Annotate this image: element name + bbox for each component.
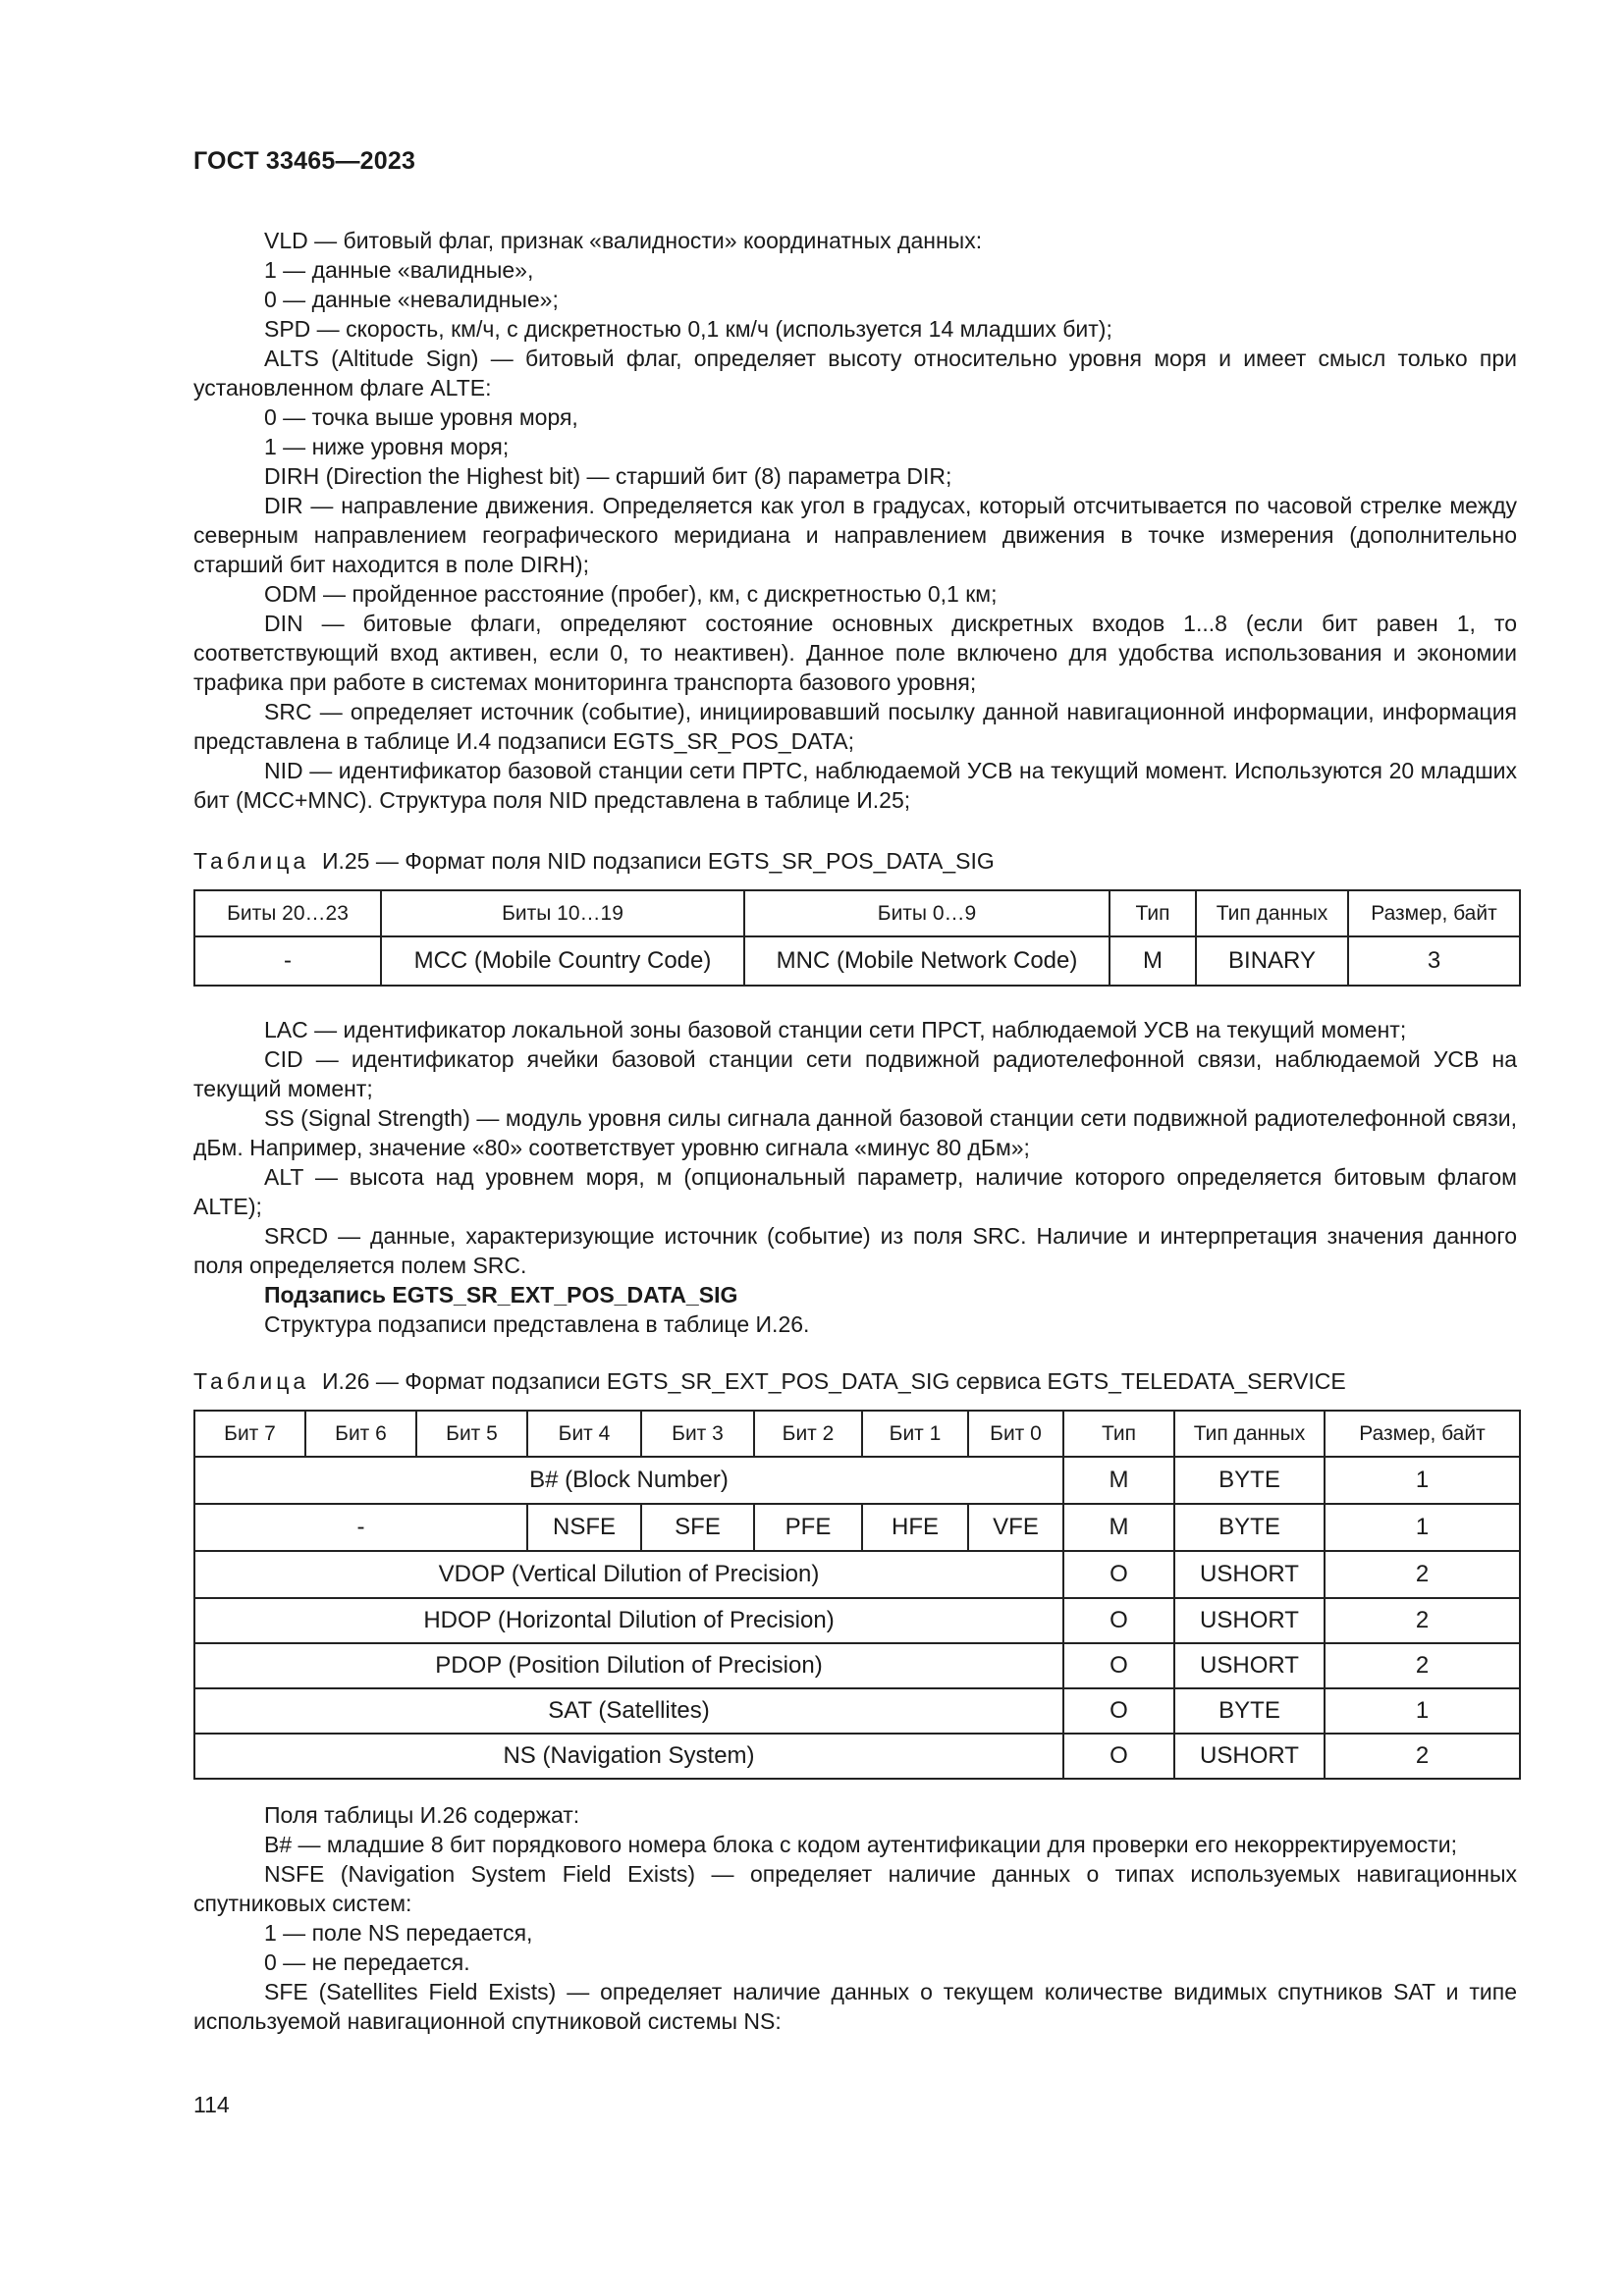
table-26 xyxy=(193,1410,1521,1780)
table-26-header-cell: Тип xyxy=(1063,1411,1174,1457)
table-26-header-cell: Бит 3 xyxy=(641,1411,754,1457)
paragraph: DIR — направление движения. Определяется как угол в градусах, который отсчитывается по часовой стрелке между северным направлением географического меридиана и направлением движения в точке измерения (дополнительно старший бит находится в поле DIRH); xyxy=(193,493,1517,577)
page-number: 114 xyxy=(193,2092,230,2117)
document-header: ГОСТ 33465—2023 xyxy=(193,147,416,175)
table-26-cell: - xyxy=(194,1504,527,1551)
table-26-cell: 2 xyxy=(1325,1643,1520,1688)
table-25-header-cell: Размер, байт xyxy=(1348,890,1520,936)
table-26-cell: O xyxy=(1063,1688,1174,1734)
table-26-cell: PFE xyxy=(754,1504,862,1551)
table-26-cell: VFE xyxy=(968,1504,1063,1551)
paragraph: ALTS (Altitude Sign) — битовый флаг, определяет высоту относительно уровня моря и имеет смысл только при установленном флаге ALTE: xyxy=(193,346,1517,400)
paragraph: DIN — битовые флаги, определяют состояние основных дискретных входов 1...8 (если бит равен 1, то соответствующий вход активен, если 0, то неактивен). Данное поле включено для удобства использования и экономии трафика при работе в системах мониторинга транспорта базового уровня; xyxy=(193,611,1517,695)
paragraph: 1 — поле NS передается, xyxy=(264,1920,533,1946)
table-26-header-cell: Размер, байт xyxy=(1325,1411,1520,1457)
paragraph: Подзапись EGTS_SR_EXT_POS_DATA_SIG xyxy=(264,1282,738,1308)
paragraph: 1 — данные «валидные», xyxy=(264,257,534,283)
paragraph: 0 — не передается. xyxy=(264,1949,470,1975)
paragraph: VLD — битовый флаг, признак «валидности» координатных данных: xyxy=(264,228,983,253)
paragraph: SRCD — данные, характеризующие источник (событие) из поля SRC. Наличие и интерпретация значения данного поля определяется полем SRC. xyxy=(193,1223,1517,1278)
table-25 xyxy=(193,889,1521,987)
table-26-cell: O xyxy=(1063,1734,1174,1779)
table-26-cell: NS (Navigation System) xyxy=(194,1734,1063,1779)
table-26-cell: NSFE xyxy=(527,1504,641,1551)
table-26-cell: PDOP (Position Dilution of Precision) xyxy=(194,1643,1063,1688)
table-25-cell: - xyxy=(194,936,381,986)
table-26-cell: 2 xyxy=(1325,1598,1520,1643)
table-25-header-cell: Тип xyxy=(1110,890,1196,936)
table-26-cell: HDOP (Horizontal Dilution of Precision) xyxy=(194,1598,1063,1643)
table-26-header-cell: Бит 0 xyxy=(968,1411,1063,1457)
section-definitions-3 xyxy=(193,1800,1517,2036)
table-26-header-cell: Бит 4 xyxy=(527,1411,641,1457)
table-26-cell: BYTE xyxy=(1174,1504,1325,1551)
table-26-cell: 2 xyxy=(1325,1734,1520,1779)
table-26-header-cell: Бит 7 xyxy=(194,1411,305,1457)
table-25-caption xyxy=(193,846,995,876)
table-26-cell: B# (Block Number) xyxy=(194,1457,1063,1504)
paragraph: NSFE (Navigation System Field Exists) — определяет наличие данных о типах используемых навигационных спутниковых систем: xyxy=(193,1861,1517,1916)
paragraph: ALT — высота над уровнем моря, м (опциональный параметр, наличие которого определяется битовым флагом ALTE); xyxy=(193,1164,1517,1219)
table-25-header-cell: Биты 10…19 xyxy=(381,890,744,936)
table-25-cell: M xyxy=(1110,936,1196,986)
table-26-cell: O xyxy=(1063,1598,1174,1643)
table-26-caption-prefix: Таблица xyxy=(193,1368,310,1394)
table-26-cell: HFE xyxy=(862,1504,968,1551)
table-26-cell: 1 xyxy=(1325,1504,1520,1551)
table-25-caption-prefix: Таблица xyxy=(193,848,310,874)
table-26-caption xyxy=(193,1366,1346,1396)
section-definitions-1 xyxy=(193,226,1517,815)
table-26-header-cell: Бит 1 xyxy=(862,1411,968,1457)
paragraph: SPD — скорость, км/ч, с дискретностью 0,1 км/ч (используется 14 младших бит); xyxy=(264,316,1112,342)
paragraph: SRC — определяет источник (событие), инициировавший посылку данной навигационной информации, информация представлена в таблице И.4 подзаписи EGTS_SR_POS_DATA; xyxy=(193,699,1517,754)
table-26-cell: M xyxy=(1063,1457,1174,1504)
table-26-cell: M xyxy=(1063,1504,1174,1551)
paragraph: ODM — пройденное расстояние (пробег), км, с дискретностью 0,1 км; xyxy=(264,581,998,607)
table-25-header-cell: Биты 20…23 xyxy=(194,890,381,936)
paragraph: SS (Signal Strength) — модуль уровня силы сигнала данной базовой станции сети подвижной радиотелефонной связи, дБм. Например, значение «80» соответствует уровню сигнала «минус 80 дБм»; xyxy=(193,1105,1517,1160)
table-26-cell: 1 xyxy=(1325,1688,1520,1734)
table-26-cell: SFE xyxy=(641,1504,754,1551)
paragraph: DIRH (Direction the Highest bit) — старший бит (8) параметра DIR; xyxy=(264,463,952,489)
table-26-cell: VDOP (Vertical Dilution of Precision) xyxy=(194,1551,1063,1598)
table-26-header-cell: Бит 5 xyxy=(416,1411,527,1457)
table-25-cell: 3 xyxy=(1348,936,1520,986)
table-26-cell: USHORT xyxy=(1174,1551,1325,1598)
table-26-cell: 2 xyxy=(1325,1551,1520,1598)
paragraph: 0 — точка выше уровня моря, xyxy=(264,404,578,430)
table-26-cell: USHORT xyxy=(1174,1734,1325,1779)
paragraph: 0 — данные «невалидные»; xyxy=(264,287,559,312)
table-25-header-cell: Биты 0…9 xyxy=(744,890,1110,936)
paragraph: SFE (Satellites Field Exists) — определяет наличие данных о текущем количестве видимых спутников SAT и типе используемой навигационной спутниковой системы NS: xyxy=(193,1979,1517,2034)
table-25-header-cell: Тип данных xyxy=(1196,890,1348,936)
table-26-cell: SAT (Satellites) xyxy=(194,1688,1063,1734)
table-26-header-cell: Тип данных xyxy=(1174,1411,1325,1457)
paragraph: LAC — идентификатор локальной зоны базовой станции сети ПРСТ, наблюдаемой УСВ на текущий момент; xyxy=(264,1017,1407,1042)
table-25-cell: BINARY xyxy=(1196,936,1348,986)
paragraph: NID — идентификатор базовой станции сети ПРТС, наблюдаемой УСВ на текущий момент. Используются 20 младших бит (MCC+MNC). Структура поля NID представлена в таблице И.25; xyxy=(193,758,1517,813)
table-26-cell: O xyxy=(1063,1643,1174,1688)
table-26-cell: USHORT xyxy=(1174,1643,1325,1688)
table-26-header-cell: Бит 2 xyxy=(754,1411,862,1457)
paragraph: Поля таблицы И.26 содержат: xyxy=(264,1802,580,1828)
table-26-cell: O xyxy=(1063,1551,1174,1598)
table-26-cell: BYTE xyxy=(1174,1688,1325,1734)
paragraph: B# — младшие 8 бит порядкового номера блока с кодом аутентификации для проверки его некорректируемости; xyxy=(264,1832,1458,1857)
paragraph: Структура подзаписи представлена в таблице И.26. xyxy=(264,1311,810,1337)
table-26-cell: 1 xyxy=(1325,1457,1520,1504)
table-25-caption-text: И.25 — Формат поля NID подзаписи EGTS_SR_POS_DATA_SIG xyxy=(321,848,995,874)
table-25-cell: MNC (Mobile Network Code) xyxy=(744,936,1110,986)
table-26-caption-text: И.26 — Формат подзаписи EGTS_SR_EXT_POS_DATA_SIG сервиса EGTS_TELEDATA_SERVICE xyxy=(321,1368,1346,1394)
table-25-cell: MCC (Mobile Country Code) xyxy=(381,936,744,986)
table-26-cell: BYTE xyxy=(1174,1457,1325,1504)
paragraph: CID — идентификатор ячейки базовой станции сети подвижной радиотелефонной связи, наблюдаемой УСВ на текущий момент; xyxy=(193,1046,1517,1101)
section-definitions-2 xyxy=(193,1015,1517,1339)
paragraph: 1 — ниже уровня моря; xyxy=(264,434,510,459)
table-26-header-cell: Бит 6 xyxy=(305,1411,416,1457)
table-26-cell: USHORT xyxy=(1174,1598,1325,1643)
